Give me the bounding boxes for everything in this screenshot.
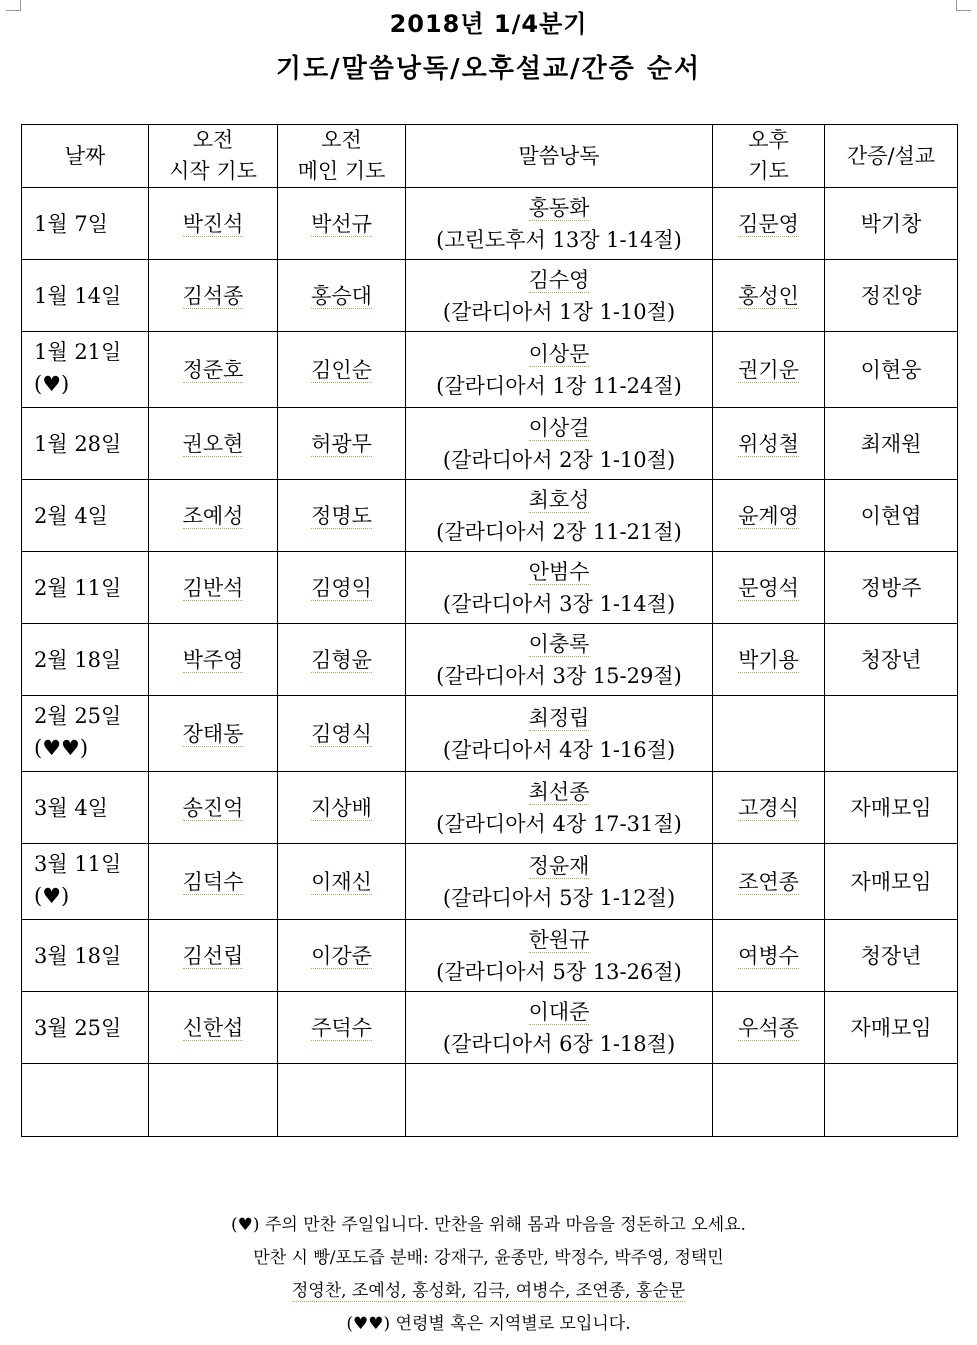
cell-testimony [825,332,958,408]
person-name: 고경식 [738,795,799,820]
table-row [22,772,958,844]
cell-testimony [825,992,958,1064]
person-name: 주덕수 [311,1015,372,1040]
reader-name: 이상문 [528,341,590,366]
person-name: 이재신 [311,869,372,894]
reader-name: 최정립 [528,705,590,730]
cell-scripture-reading [406,992,713,1064]
table-row [22,624,958,696]
person-name: 허광무 [311,431,372,456]
date-text: 2월 25일 [34,704,122,728]
cell-testimony [825,624,958,696]
cell-pm-prayer [713,260,825,332]
testimony-name: 박기창 [860,211,922,236]
person-name: 송진억 [182,795,244,820]
cell-pm-prayer [713,480,825,552]
table-row [22,844,958,920]
date-text: 1월 14일 [34,283,122,308]
table-row [22,408,958,480]
person-name: 여병수 [738,943,799,968]
cell-am-start-prayer [149,920,278,992]
communion-mark: (♥) [34,372,70,396]
table-row [22,992,958,1064]
reader-name: 이충록 [528,631,590,656]
cell-pm-prayer [713,920,825,992]
header-am-main-prayer: 오전 메인 기도 [278,125,406,188]
cell-testimony [825,696,958,772]
date-text: 2월 11일 [34,575,122,600]
cell-date [22,188,149,260]
cell-am-main-prayer [278,408,406,480]
table-row [22,480,958,552]
cell-am-main-prayer [278,772,406,844]
reader-name: 한원규 [528,927,590,952]
reader-name: 이대준 [528,999,590,1024]
person-name: 김문영 [738,211,799,236]
person-name: 김형윤 [311,647,372,672]
document-title: 2018년 1/4분기 [389,10,588,38]
cell-pm-prayer [713,696,825,772]
cell-testimony [825,260,958,332]
cell-scripture-reading [406,772,713,844]
scripture-passage: (갈라디아서 6장 1-18절) [442,1031,676,1056]
header-am-start-prayer: 오전 시작 기도 [149,125,278,188]
person-name: 윤계영 [738,503,799,528]
cell-am-start-prayer [149,188,278,260]
person-name: 김영식 [311,721,372,746]
scripture-passage: (갈라디아서 3장 1-14절) [442,591,676,616]
cell-am-main-prayer [278,188,406,260]
footer-note-distribution-names [0,1276,977,1301]
person-name: 신한섭 [182,1015,244,1040]
testimony-name: 자매모임 [850,869,932,894]
person-name: 김영익 [311,575,372,600]
person-name: 박선규 [311,211,372,236]
cell-date [22,408,149,480]
cell-am-start-prayer [149,772,278,844]
table-header-row [22,125,958,188]
person-name: 권오현 [182,431,244,456]
cell-pm-prayer [713,1064,825,1137]
cell-testimony [825,408,958,480]
table-row [22,260,958,332]
reader-name: 이상걸 [528,415,590,440]
date-text: 3월 4일 [34,795,108,820]
testimony-name: 이현엽 [860,503,922,528]
person-name: 홍승대 [311,283,372,308]
table-row [22,552,958,624]
cell-am-main-prayer [278,624,406,696]
cell-testimony [825,188,958,260]
cell-pm-prayer [713,624,825,696]
footer-note-communion: (♥) 주의 만찬 주일입니다. 만찬을 위해 몸과 마음을 정돈하고 오세요. [231,1215,746,1235]
cell-date [22,920,149,992]
testimony-name: 자매모임 [850,1015,932,1040]
header-pm-prayer: 오후 기도 [713,125,825,188]
footer-distribution-text: 만찬 시 빵/포도즙 분배: 강재구, 윤종만, 박정수, 박주영, 정택민 [253,1248,724,1268]
scripture-passage: (갈라디아서 1장 1-10절) [442,299,676,324]
person-name: 문영석 [738,575,799,600]
table-row [22,188,958,260]
cell-am-start-prayer [149,332,278,408]
person-name: 김선립 [182,943,244,968]
cell-am-main-prayer [278,696,406,772]
cell-am-start-prayer [149,552,278,624]
footer-note-distribution [0,1243,977,1268]
scripture-passage: (갈라디아서 4장 17-31절) [436,811,682,836]
cell-am-main-prayer [278,1064,406,1137]
testimony-name: 이현웅 [860,357,922,382]
communion-mark: (♥) [34,884,70,908]
cell-scripture-reading [406,408,713,480]
person-name: 박주영 [182,647,244,672]
reader-name: 최선종 [528,779,590,804]
cell-pm-prayer [713,188,825,260]
testimony-name: 최재원 [860,431,922,456]
person-name: 정명도 [311,503,372,528]
person-name: 김석종 [182,283,244,308]
table-row [22,332,958,408]
header-scripture-reading: 말씀낭독 [406,125,713,188]
cell-am-main-prayer [278,260,406,332]
reader-name: 안범수 [528,559,590,584]
person-name: 김덕수 [182,869,244,894]
cell-scripture-reading [406,480,713,552]
cell-scripture-reading [406,844,713,920]
person-name: 우석종 [738,1015,799,1040]
person-name: 권기운 [738,357,799,382]
cell-scripture-reading [406,624,713,696]
date-text: 3월 25일 [34,1015,122,1040]
cell-date [22,260,149,332]
cell-date [22,1064,149,1137]
cell-date [22,696,149,772]
cell-am-main-prayer [278,844,406,920]
cell-pm-prayer [713,772,825,844]
header-testimony-sermon: 간증/설교 [825,125,958,188]
cell-am-start-prayer [149,844,278,920]
cell-am-main-prayer [278,480,406,552]
cell-am-start-prayer [149,624,278,696]
person-name: 장태동 [182,721,244,746]
cell-am-main-prayer [278,920,406,992]
cell-date [22,992,149,1064]
cell-testimony [825,552,958,624]
testimony-name: 정방주 [860,575,922,600]
person-name: 조연종 [738,869,799,894]
cell-am-start-prayer [149,260,278,332]
scripture-passage: (갈라디아서 2장 1-10절) [442,447,676,472]
cell-date [22,624,149,696]
person-name: 홍성인 [738,283,799,308]
table-row [22,1064,958,1137]
reader-name: 정윤재 [528,853,590,878]
date-text: 2월 18일 [34,647,122,672]
table-row [22,920,958,992]
date-text: 3월 11일 [34,852,122,876]
footer-names-text: 정영찬, 조예성, 홍성화, 김극, 여병수, 조연종, 홍순문 [291,1281,686,1301]
date-text: 3월 18일 [34,943,122,968]
person-name: 박진석 [182,211,244,236]
scripture-passage: (갈라디아서 5장 13-26절) [436,959,682,984]
cell-scripture-reading [406,332,713,408]
cell-pm-prayer [713,992,825,1064]
scripture-passage: (갈라디아서 4장 1-16절) [442,737,676,762]
cell-testimony [825,844,958,920]
cell-date [22,552,149,624]
scripture-passage: (갈라디아서 3장 15-29절) [436,663,682,688]
reader-name: 홍동화 [528,195,590,220]
table-row [22,696,958,772]
person-name: 김인순 [311,357,372,382]
person-name: 김반석 [182,575,244,600]
cell-date [22,480,149,552]
cell-date [22,844,149,920]
reader-name: 김수영 [528,267,590,292]
schedule-table [21,124,958,1137]
document-subtitle: 기도/말씀낭독/오후설교/간증 순서 [275,54,702,84]
date-text: 1월 28일 [34,431,122,456]
date-text: 2월 4일 [34,503,108,528]
scripture-passage: (고린도후서 13장 1-14절) [436,227,682,252]
cell-scripture-reading [406,920,713,992]
cell-am-start-prayer [149,696,278,772]
testimony-name: 정진양 [860,283,922,308]
cell-am-main-prayer [278,332,406,408]
cell-testimony [825,1064,958,1137]
cell-pm-prayer [713,844,825,920]
cell-am-start-prayer [149,992,278,1064]
cell-date [22,772,149,844]
communion-mark: (♥♥) [34,736,89,760]
cell-am-start-prayer [149,1064,278,1137]
cell-pm-prayer [713,408,825,480]
person-name: 위성철 [738,431,799,456]
date-text: 1월 7일 [34,211,108,236]
person-name: 조예성 [182,503,244,528]
scripture-passage: (갈라디아서 1장 11-24절) [436,373,682,398]
person-name: 정준호 [182,357,244,382]
cell-pm-prayer [713,332,825,408]
cell-testimony [825,480,958,552]
date-text: 1월 21일 [34,340,122,364]
cell-scripture-reading [406,260,713,332]
testimony-name: 청장년 [860,647,922,672]
cell-am-main-prayer [278,552,406,624]
testimony-name: 청장년 [860,943,922,968]
person-name: 이강준 [311,943,372,968]
header-date: 날짜 [22,125,149,188]
cell-scripture-reading [406,696,713,772]
cell-date [22,332,149,408]
cell-scripture-reading [406,552,713,624]
testimony-name: 자매모임 [850,795,932,820]
person-name: 지상배 [311,795,372,820]
cell-am-start-prayer [149,408,278,480]
cell-testimony [825,772,958,844]
cell-pm-prayer [713,552,825,624]
cell-am-main-prayer [278,992,406,1064]
footer-note-group-meeting: (♥♥) 연령별 혹은 지역별로 모입니다. [346,1314,631,1334]
person-name: 박기용 [738,647,799,672]
reader-name: 최호성 [528,487,590,512]
cell-testimony [825,920,958,992]
scripture-passage: (갈라디아서 5장 1-12절) [442,885,676,910]
scripture-passage: (갈라디아서 2장 11-21절) [436,519,682,544]
cell-scripture-reading [406,1064,713,1137]
cell-scripture-reading [406,188,713,260]
cell-am-start-prayer [149,480,278,552]
